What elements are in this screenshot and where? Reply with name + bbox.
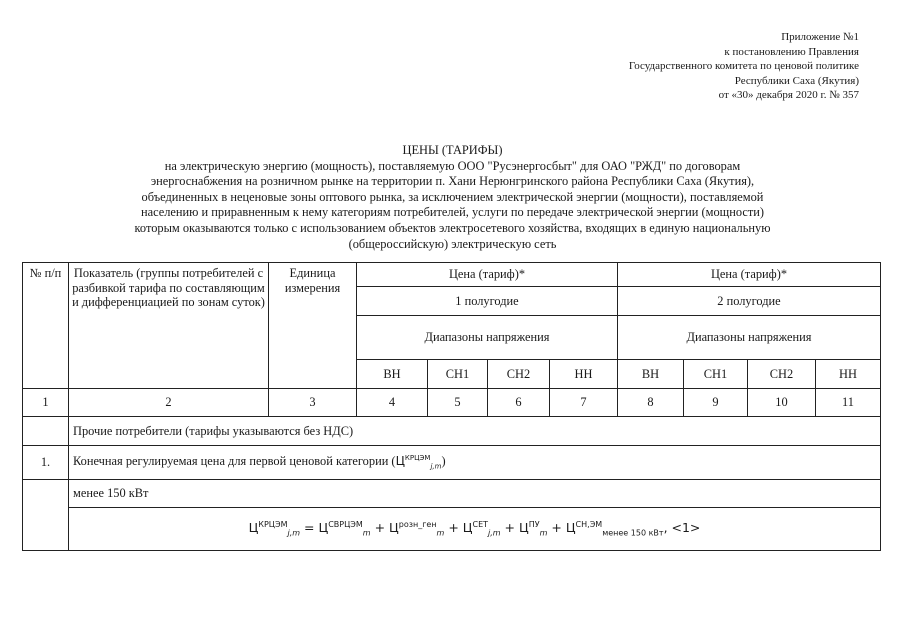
- voltage-level: НН: [816, 360, 881, 389]
- subsection-less-150: менее 150 кВт: [69, 480, 881, 508]
- title-line: населению и приравненным к нему категориям потребителей, услуги по передаче электрической энергии (мощности): [140, 205, 765, 220]
- appendix-line: к постановлению Правления: [724, 45, 859, 58]
- voltage-level: СН1: [684, 360, 748, 389]
- column-number: 8: [618, 389, 684, 417]
- item-number: 1.: [23, 446, 69, 480]
- column-number: 4: [357, 389, 428, 417]
- formula-tail: , <1>: [663, 520, 701, 536]
- appendix-line: Республики Саха (Якутия): [734, 74, 859, 87]
- column-number: 11: [816, 389, 881, 417]
- row-num-empty: [23, 480, 69, 551]
- header-half-1: 1 полугодие: [357, 287, 618, 316]
- header-indicator: Показатель (группы потребителей с разбивкой тарифа по составляющим и дифференциацией по зонам суток): [69, 263, 269, 389]
- column-number: 5: [428, 389, 488, 417]
- voltage-level: ВН: [618, 360, 684, 389]
- header-price-half1: Цена (тариф)*: [357, 263, 618, 287]
- section-other-consumers: Прочие потребители (тарифы указываются без НДС): [69, 417, 881, 446]
- appendix-line: Государственного комитета по ценовой политике: [628, 60, 859, 73]
- title-line: которым оказываются только с использованием объектов электросетевого хозяйства, входящих в единую национальную: [134, 220, 771, 235]
- item-text: Конечная регулируемая цена для первой ценовой категории (: [73, 454, 396, 469]
- tariff-table: [22, 262, 881, 551]
- appendix-line: Приложение №1: [781, 31, 859, 43]
- document-title: [20, 143, 885, 252]
- voltage-level: ВН: [357, 360, 428, 389]
- voltage-level: НН: [550, 360, 618, 389]
- header-num: № п/п: [23, 263, 69, 389]
- column-number: 6: [488, 389, 550, 417]
- column-number: 1: [23, 389, 69, 417]
- item-text-end: ): [441, 454, 446, 469]
- appendix-block: [629, 30, 859, 103]
- item-final-price: [69, 446, 881, 480]
- title-line: (общероссийскую) электрическую сеть: [348, 236, 557, 251]
- column-number: 3: [269, 389, 357, 417]
- header-voltage-1: Диапазоны напряжения: [357, 316, 618, 360]
- column-number: 2: [69, 389, 269, 417]
- symbol-krtsem: $Ц^{КРЦЭМ}_{j,m}$: [395, 454, 442, 471]
- voltage-level: СН1: [428, 360, 488, 389]
- header-voltage-2: Диапазоны напряжения: [618, 316, 881, 360]
- appendix-line: от «30» декабря 2020 г. № 357: [718, 89, 859, 102]
- title-line: объединенных в неценовые зоны оптового рынка, за исключением электрической энергии (мощности), поставляемой: [141, 189, 764, 204]
- column-number: 9: [684, 389, 748, 417]
- title-line: на электрическую энергию (мощность), поставляемую ООО "Русэнергосбыт" для ОАО "РЖД" по договорам: [164, 158, 741, 173]
- row-num-empty: [23, 417, 69, 446]
- title-line: энергоснабжения на розничном рынке на территории п. Хани Нерюнгринского района Республики Саха (Якутия),: [150, 174, 755, 189]
- column-number: 7: [550, 389, 618, 417]
- header-unit: Единица измерения: [269, 263, 357, 389]
- voltage-level: СН2: [748, 360, 816, 389]
- header-price-half2: Цена (тариф)*: [618, 263, 881, 287]
- voltage-level: СН2: [488, 360, 550, 389]
- column-number: 10: [748, 389, 816, 417]
- header-half-2: 2 полугодие: [618, 287, 881, 316]
- price-formula: $Ц^{КРЦЭМ}_{j,m} = Ц^{СВРЦЭМ}_m + Ц^{розн\_ген}_m + Ц^{СЕТ}_{j,m} + Ц^{ПУ}_m + Ц^{СН,ЭМ}_{менее 150 кВт}$, <1>: [69, 508, 881, 551]
- title-heading: ЦЕНЫ (ТАРИФЫ): [402, 143, 503, 157]
